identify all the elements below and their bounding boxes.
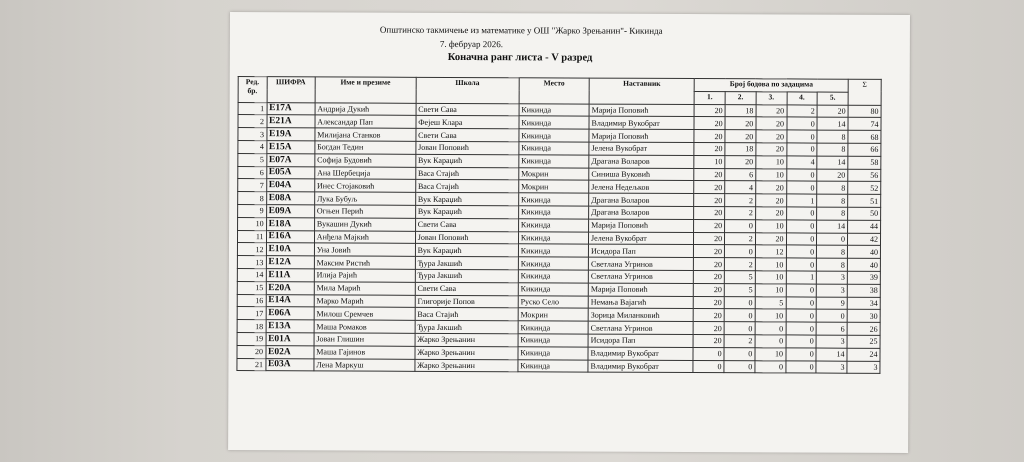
sum-cell: 40	[847, 246, 880, 259]
place-cell: Кикинда	[519, 116, 589, 129]
task-3-points-cell: 20	[755, 194, 786, 207]
school-cell: Жарко Зрењанин	[415, 346, 518, 359]
rank-cell: 9	[238, 205, 267, 218]
school-cell: Фејеш Клара	[416, 116, 519, 129]
sum-cell: 25	[847, 335, 880, 348]
task-2-points-cell: 18	[725, 104, 756, 117]
sum-cell: 66	[848, 143, 881, 156]
name-cell: Лука Бубуљ	[314, 192, 415, 205]
task-3-points-cell: 10	[755, 309, 786, 322]
name-cell: Максим Ристић	[314, 256, 415, 269]
task-4-points-cell: 0	[786, 322, 817, 335]
task-4-points-cell: 1	[786, 271, 817, 284]
task-3-points-cell: 10	[755, 258, 786, 271]
task-1-points-cell: 20	[693, 334, 724, 347]
place-cell: Кикинда	[518, 283, 588, 296]
task-1-points-cell: 10	[694, 155, 725, 168]
sum-cell: 51	[848, 194, 881, 207]
task-2-points-cell: 20	[725, 117, 756, 130]
col-header-points: Број бодова по задацима	[695, 79, 849, 92]
rank-cell: 13	[237, 256, 266, 269]
task-1-points-cell: 0	[693, 347, 724, 360]
teacher-cell: Драгана Воларов	[589, 193, 694, 206]
place-cell: Кикинда	[519, 193, 589, 206]
name-cell: Андрија Дукић	[315, 102, 416, 115]
task-1-points-cell: 20	[694, 296, 725, 309]
task-2-points-cell: 2	[725, 232, 756, 245]
place-cell: Кикинда	[519, 103, 589, 116]
teacher-cell: Владимир Вукобрат	[589, 116, 694, 129]
place-cell: Кикинда	[518, 270, 588, 283]
sum-cell: 40	[847, 258, 880, 271]
task-2-points-cell: 5	[724, 283, 755, 296]
task-2-points-cell: 20	[725, 130, 756, 143]
place-cell: Кикинда	[519, 155, 589, 168]
task-5-points-cell: 20	[817, 169, 848, 182]
teacher-cell: Зорица Миланковић	[588, 308, 693, 321]
task-2-points-cell: 0	[724, 360, 755, 373]
task-5-points-cell: 8	[817, 207, 848, 220]
name-cell: Милијана Станков	[315, 128, 416, 141]
col-header-school: Школа	[416, 77, 519, 103]
task-3-points-cell: 20	[756, 143, 787, 156]
code-cell: E20A	[266, 281, 314, 294]
rank-cell: 17	[237, 307, 266, 320]
rank-cell: 16	[237, 294, 266, 307]
rank-cell: 11	[237, 230, 266, 243]
task-5-points-cell: 3	[816, 335, 847, 348]
code-cell: E16A	[266, 230, 314, 243]
task-3-points-cell: 10	[755, 284, 786, 297]
table-row	[237, 358, 880, 374]
code-cell: E01A	[266, 333, 314, 346]
task-5-points-cell: 14	[817, 220, 848, 233]
code-cell: E05A	[266, 166, 314, 179]
name-cell: Илија Рајић	[314, 269, 415, 282]
rank-cell: 12	[237, 243, 266, 256]
code-cell: E03A	[265, 358, 313, 371]
task-4-points-cell: 2	[787, 105, 818, 118]
task-3-points-cell: 10	[756, 168, 787, 181]
task-4-points-cell: 1	[786, 194, 817, 207]
teacher-cell: Марија Поповић	[589, 104, 694, 117]
teacher-cell: Марија Поповић	[588, 283, 693, 296]
sum-cell: 52	[848, 182, 881, 195]
teacher-cell: Марија Поповић	[589, 219, 694, 232]
page-title: Коначна ранг листа - V разред	[447, 51, 593, 64]
task-3-points-cell: 0	[755, 322, 786, 335]
school-cell: Глигорије Попов	[415, 295, 518, 308]
task-4-points-cell: 0	[786, 143, 817, 156]
code-cell: E10A	[266, 243, 314, 256]
task-4-points-cell: 0	[786, 169, 817, 182]
name-cell: Богдан Тедин	[315, 141, 416, 154]
sum-cell: 56	[848, 169, 881, 182]
task-3-points-cell: 5	[755, 296, 786, 309]
code-cell: E07A	[266, 153, 314, 166]
task-3-points-cell: 12	[755, 245, 786, 258]
rank-cell: 19	[237, 332, 266, 345]
col-header-code: ШИФРА	[267, 77, 315, 103]
task-5-points-cell: 14	[816, 348, 847, 361]
task-5-points-cell: 8	[817, 258, 848, 271]
sum-cell: 42	[848, 233, 881, 246]
task-1-points-cell: 20	[694, 245, 725, 258]
school-cell: Свети Сава	[416, 128, 519, 141]
rank-cell: 5	[238, 153, 267, 166]
teacher-cell: Јелена Вукобрат	[589, 142, 694, 155]
teacher-cell: Светлана Угринов	[588, 321, 693, 334]
task-2-points-cell: 20	[725, 155, 756, 168]
task-5-points-cell: 14	[817, 117, 848, 130]
task-5-points-cell: 8	[817, 245, 848, 258]
code-cell: E06A	[266, 307, 314, 320]
code-cell: E14A	[266, 294, 314, 307]
task-4-points-cell: 0	[786, 335, 817, 348]
name-cell: Уна Јовић	[314, 243, 415, 256]
name-cell: Софија Будовић	[315, 154, 416, 167]
rank-cell: 6	[238, 166, 267, 179]
place-cell: Кикинда	[519, 142, 589, 155]
task-1-points-cell: 20	[694, 130, 725, 143]
place-cell: Кикинда	[518, 346, 588, 359]
rank-cell: 3	[238, 128, 267, 141]
task-4-points-cell: 0	[786, 296, 817, 309]
rank-cell: 10	[238, 217, 267, 230]
school-cell: Свети Сава	[416, 103, 519, 116]
task-5-points-cell: 20	[817, 105, 848, 118]
task-2-points-cell: 2	[725, 194, 756, 207]
place-cell: Кикинда	[518, 231, 588, 244]
task-5-points-cell: 8	[817, 181, 848, 194]
rank-cell: 18	[237, 320, 266, 333]
teacher-cell: Јелена Вукобрат	[589, 232, 694, 245]
col-header-task-3: 3.	[756, 92, 787, 105]
col-header-task-5: 5.	[817, 92, 848, 105]
task-3-points-cell: 10	[755, 220, 786, 233]
name-cell: Маша Ромаков	[314, 320, 415, 333]
name-cell: Ана Шербеција	[315, 166, 416, 179]
col-header-place: Место	[519, 78, 589, 104]
code-cell: E08A	[266, 192, 314, 205]
task-4-points-cell: 0	[786, 284, 817, 297]
task-2-points-cell: 0	[724, 322, 755, 335]
task-5-points-cell: 8	[817, 130, 848, 143]
task-4-points-cell: 0	[786, 181, 817, 194]
teacher-cell: Исидора Пап	[588, 244, 693, 257]
sum-cell: 50	[848, 207, 881, 220]
task-3-points-cell: 20	[755, 232, 786, 245]
task-3-points-cell: 0	[755, 360, 786, 373]
school-cell: Вук Караџић	[415, 192, 518, 205]
task-3-points-cell: 20	[756, 130, 787, 143]
task-3-points-cell: 20	[756, 181, 787, 194]
task-1-points-cell: 20	[694, 168, 725, 181]
task-2-points-cell: 18	[725, 143, 756, 156]
task-4-points-cell: 0	[785, 360, 816, 373]
code-cell: E04A	[266, 179, 314, 192]
task-2-points-cell: 4	[725, 181, 756, 194]
name-cell: Инес Стојаковић	[314, 179, 415, 192]
rank-cell: 7	[238, 179, 267, 192]
sum-cell: 38	[847, 284, 880, 297]
place-cell: Кикинда	[518, 321, 588, 334]
task-1-points-cell: 20	[694, 219, 725, 232]
task-4-points-cell: 0	[786, 220, 817, 233]
rank-cell: 20	[237, 345, 266, 358]
sum-cell: 44	[848, 220, 881, 233]
col-header-task-2: 2.	[725, 91, 756, 104]
rank-cell: 15	[237, 281, 266, 294]
task-5-points-cell: 0	[816, 309, 847, 322]
sum-cell: 34	[847, 297, 880, 310]
code-cell: E21A	[267, 115, 315, 128]
name-cell: Милош Сремчев	[314, 307, 415, 320]
rank-cell: 8	[238, 192, 267, 205]
task-1-points-cell: 20	[694, 283, 725, 296]
sum-cell: 24	[847, 348, 880, 361]
teacher-cell: Исидора Пап	[588, 334, 693, 347]
task-5-points-cell: 3	[816, 284, 847, 297]
teacher-cell: Немања Вајагић	[588, 296, 693, 309]
code-cell: E13A	[266, 320, 314, 333]
place-cell: Кикинда	[518, 334, 588, 347]
name-cell: Мила Марић	[314, 282, 415, 295]
task-2-points-cell: 2	[725, 207, 756, 220]
school-cell: Свети Сава	[415, 282, 518, 295]
rank-cell: 4	[238, 141, 267, 154]
task-2-points-cell: 0	[725, 245, 756, 258]
teacher-cell: Марија Поповић	[589, 129, 694, 142]
col-header-task-1: 1.	[694, 91, 725, 104]
task-4-points-cell: 0	[786, 232, 817, 245]
task-3-points-cell: 20	[755, 207, 786, 220]
place-cell: Мокрин	[519, 180, 589, 193]
code-cell: E15A	[266, 141, 314, 154]
task-4-points-cell: 0	[787, 117, 818, 130]
name-cell: Лена Маркуш	[314, 358, 415, 371]
task-4-points-cell: 0	[786, 348, 817, 361]
task-2-points-cell: 6	[725, 168, 756, 181]
task-5-points-cell: 9	[816, 297, 847, 310]
name-cell: Марко Марић	[314, 294, 415, 307]
place-cell: Мокрин	[518, 308, 588, 321]
task-1-points-cell: 20	[694, 104, 725, 117]
teacher-cell: Светлана Угринов	[588, 270, 693, 283]
task-3-points-cell: 20	[756, 117, 787, 130]
document-page	[228, 12, 910, 453]
task-2-points-cell: 0	[724, 309, 755, 322]
col-header-task-4: 4.	[787, 92, 818, 105]
place-cell: Мокрин	[519, 167, 589, 180]
task-1-points-cell: 20	[694, 309, 725, 322]
task-1-points-cell: 20	[694, 258, 725, 271]
place-cell: Кикинда	[518, 244, 588, 257]
task-4-points-cell: 0	[786, 207, 817, 220]
col-header-teacher: Наставник	[589, 78, 694, 104]
code-cell: E12A	[266, 256, 314, 269]
sum-cell: 30	[847, 310, 880, 323]
school-cell: Ђура Јакшић	[415, 256, 518, 269]
sum-cell: 3	[847, 361, 880, 374]
school-cell: Васа Стајић	[415, 180, 518, 193]
teacher-cell: Драгана Воларов	[589, 206, 694, 219]
rank-cell: 21	[237, 358, 266, 371]
task-5-points-cell: 14	[817, 156, 848, 169]
sum-cell: 80	[848, 105, 881, 118]
sum-cell: 39	[847, 271, 880, 284]
school-cell: Ђура Јакшић	[415, 269, 518, 282]
code-cell: E19A	[266, 128, 314, 141]
sum-cell: 68	[848, 130, 881, 143]
task-4-points-cell: 0	[786, 245, 817, 258]
code-cell: E18A	[266, 217, 314, 230]
rank-cell: 2	[238, 115, 267, 128]
school-cell: Васа Стајић	[415, 308, 518, 321]
header-line-1: Општинско такмичење из математике у ОШ "Жарко Зрењанин"- Кикинда	[379, 24, 663, 36]
task-3-points-cell: 0	[755, 335, 786, 348]
teacher-cell: Владимир Вукобрат	[588, 360, 693, 373]
task-5-points-cell: 3	[817, 271, 848, 284]
task-1-points-cell: 20	[694, 143, 725, 156]
header-date: 7. фебруар 2026.	[439, 38, 504, 50]
school-cell: Свети Сава	[415, 218, 518, 231]
task-2-points-cell: 2	[724, 335, 755, 348]
code-cell: E02A	[266, 345, 314, 358]
task-2-points-cell: 2	[724, 258, 755, 271]
task-1-points-cell: 20	[694, 270, 725, 283]
task-5-points-cell: 8	[817, 194, 848, 207]
task-1-points-cell: 20	[693, 322, 724, 335]
task-1-points-cell: 0	[693, 360, 724, 373]
teacher-cell: Владимир Вукобрат	[588, 347, 693, 360]
task-1-points-cell: 20	[694, 206, 725, 219]
task-2-points-cell: 0	[725, 219, 756, 232]
code-cell: E09A	[266, 205, 314, 218]
place-cell: Кикинда	[518, 257, 588, 270]
task-5-points-cell: 0	[817, 233, 848, 246]
sum-cell: 58	[848, 156, 881, 169]
place-cell: Кикинда	[518, 219, 588, 232]
school-cell: Жарко Зрењанин	[415, 333, 518, 346]
place-cell: Кикинда	[518, 359, 588, 372]
task-2-points-cell: 0	[724, 296, 755, 309]
place-cell: Кикинда	[518, 206, 588, 219]
sum-cell: 74	[848, 118, 881, 131]
name-cell: Маша Гајинов	[314, 346, 415, 359]
col-header-rank: Ред. бр.	[238, 77, 267, 103]
name-cell: Огњен Перић	[314, 205, 415, 218]
name-cell: Анђела Мајкић	[314, 230, 415, 243]
name-cell: Јован Глишин	[314, 333, 415, 346]
teacher-cell: Синиша Вуковић	[589, 168, 694, 181]
task-1-points-cell: 20	[694, 181, 725, 194]
name-cell: Александар Пап	[315, 115, 416, 128]
task-5-points-cell: 3	[816, 361, 847, 374]
teacher-cell: Јелена Недељков	[589, 180, 694, 193]
code-cell: E17A	[267, 102, 315, 115]
task-4-points-cell: 0	[786, 258, 817, 271]
school-cell: Вук Караџић	[416, 154, 519, 167]
task-4-points-cell: 0	[786, 130, 817, 143]
task-3-points-cell: 20	[756, 104, 787, 117]
col-header-sum: Σ	[848, 79, 881, 105]
name-cell: Вукашин Дукић	[314, 218, 415, 231]
rank-cell: 14	[237, 268, 266, 281]
school-cell: Жарко Зрењанин	[415, 359, 518, 372]
task-3-points-cell: 10	[755, 348, 786, 361]
school-cell: Вук Караџић	[415, 205, 518, 218]
task-4-points-cell: 4	[786, 156, 817, 169]
school-cell: Ђура Јакшић	[415, 320, 518, 333]
task-2-points-cell: 5	[724, 271, 755, 284]
col-header-name: Име и презиме	[315, 77, 416, 103]
school-cell: Јован Поповић	[415, 231, 518, 244]
rank-cell: 1	[238, 102, 267, 115]
place-cell: Кикинда	[519, 129, 589, 142]
task-3-points-cell: 10	[756, 156, 787, 169]
task-3-points-cell: 10	[755, 271, 786, 284]
school-cell: Вук Караџић	[415, 244, 518, 257]
sum-cell: 26	[847, 322, 880, 335]
task-1-points-cell: 20	[694, 194, 725, 207]
task-1-points-cell: 20	[694, 232, 725, 245]
school-cell: Јован Поповић	[416, 141, 519, 154]
task-4-points-cell: 0	[786, 309, 817, 322]
code-cell: E11A	[266, 269, 314, 282]
place-cell: Руско Село	[518, 295, 588, 308]
task-5-points-cell: 8	[817, 143, 848, 156]
teacher-cell: Светлана Угринов	[588, 257, 693, 270]
school-cell: Васа Стајић	[415, 167, 518, 180]
teacher-cell: Драгана Воларов	[589, 155, 694, 168]
task-5-points-cell: 6	[816, 322, 847, 335]
task-2-points-cell: 0	[724, 347, 755, 360]
task-1-points-cell: 20	[694, 117, 725, 130]
ranking-table	[236, 76, 881, 374]
